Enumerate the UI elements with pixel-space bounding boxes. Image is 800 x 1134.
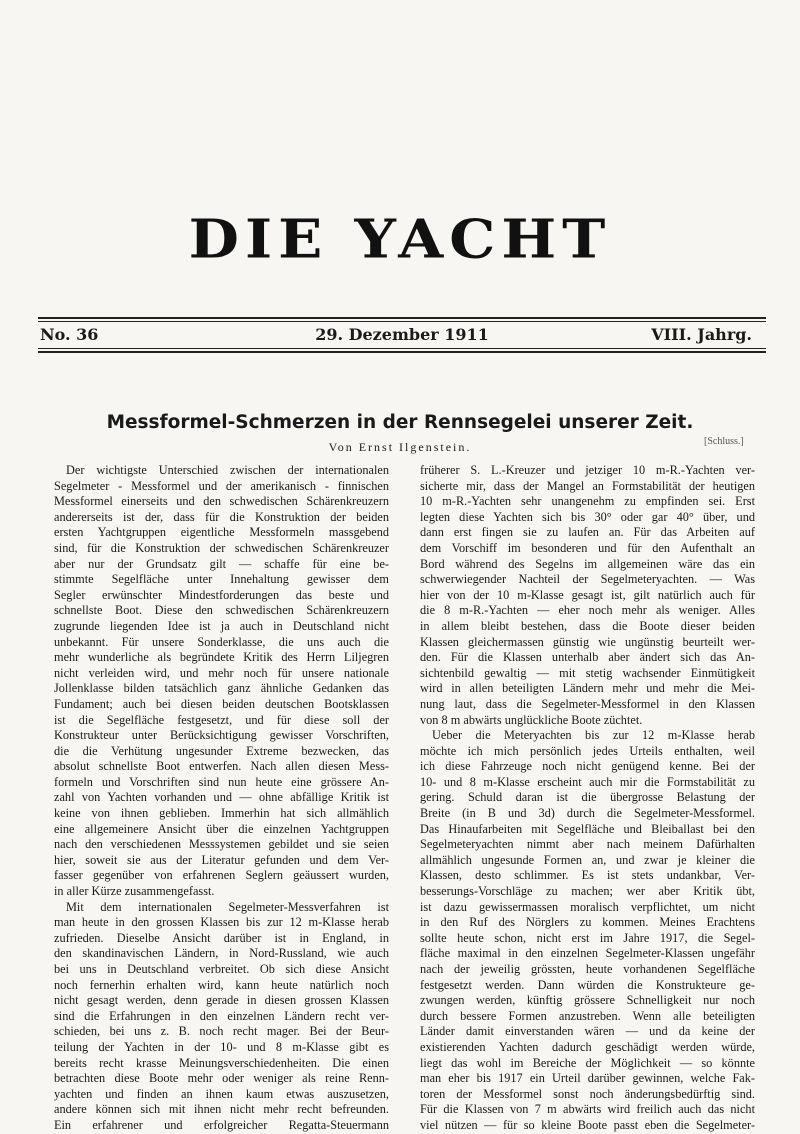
issue-info-bar xyxy=(40,323,764,347)
text-line: dem Vorschiff im besonderen und für den Aufenthalt an xyxy=(420,540,755,555)
text-line: Bord während des Segelns im allgemeinen wäre das ein xyxy=(420,556,755,571)
text-line: gering. Schuld daran ist die übergrosse Belastung der xyxy=(420,790,755,805)
text-line: schwerwiegender Nachteil der Segelmeteryachten. — Was xyxy=(420,572,755,587)
text-line: toren der Messformel sonst noch änderungsbedürftig sind. xyxy=(420,1086,755,1101)
text-line: betrachten diese Boote mehr oder weniger als reine Renn- xyxy=(54,1071,389,1086)
masthead-rule-bottom xyxy=(38,351,766,353)
text-line: Segelmeteryachten nimmt aber nach meinem Dafürhalten xyxy=(420,837,755,852)
text-line: nach der jeweilig grössten, heute vorhandenen Segelfläche xyxy=(420,962,755,976)
text-line: ich diese Fahrzeuge noch nicht genügend kenne. Bei der xyxy=(420,759,755,774)
text-line: in aller Kürze zusammengefasst. xyxy=(54,884,215,899)
text-line: eine allgemeinere Ansicht über die einzelnen Yachtgruppen xyxy=(54,821,389,836)
masthead-rule-top-thin xyxy=(38,321,766,322)
text-line: andererseits ist der, dass für die Konstruktion der beiden xyxy=(54,509,389,524)
issue-volume: VIII. Jahrg. xyxy=(651,325,752,344)
text-line: Klassen gleichermassen günstig wie ungünstig beurteilt wer- xyxy=(420,634,755,649)
masthead-title: DIE YACHT xyxy=(188,207,612,271)
text-line: Mit dem internationalen Segelmeter-Messverfahren ist xyxy=(66,899,389,914)
text-line: viel nützen — für so kleine Boote passt eben die Segelmeter- xyxy=(420,1117,755,1132)
text-line: absolut schnellste Boot entwerfen. Nach allen diesen Mess- xyxy=(54,759,389,774)
text-line: yachten und finden an ihnen kaum etwas auszusetzen, xyxy=(54,1086,389,1101)
text-line: Ein erfahrener und erfolgreicher Regatta-Steuermann xyxy=(54,1117,389,1132)
text-line: Jollenklasse bilden tatsächlich ganz ähnliche Gedanken das xyxy=(54,681,389,696)
text-line: nung laut, dass die Segelmeter-Messformel in den Klassen xyxy=(420,696,755,711)
text-line: teilung der Yachten in der 10- und 8 m-Klasse gibt es xyxy=(54,1039,389,1054)
text-line: Breite (in B und 3d) durch die Segelmeter-Messformel. xyxy=(420,806,755,821)
text-line: festgesetzt werden. Dann würden die Konstrukteure ge- xyxy=(420,977,755,992)
text-line: bereits recht krasse Meinungsverschiedenheiten. Die einen xyxy=(54,1055,389,1070)
text-line: nicht gesagt werden, denn gerade in diesen grossen Klassen xyxy=(54,993,389,1008)
text-line: den skandinavischen Ländern, in Nord-Russland, wie auch xyxy=(54,946,389,961)
article-column-left xyxy=(54,463,389,1134)
text-line: Fundament; auch bei diesen beiden deutschen Bootsklassen xyxy=(54,696,389,711)
text-line: Klassen, desto schlimmer. Es ist stets undankbar, Ver- xyxy=(420,868,755,883)
text-line: wird in allen beteiligten Ländern mehr und mehr die Mei- xyxy=(420,681,755,696)
text-line: stimmte Segelfläche unter Innehaltung gewisser dem xyxy=(54,572,389,587)
text-line: sind, für die Konstruktion der schwedischen Schärenkreuzer xyxy=(54,540,389,555)
text-line: ist die Segelfläche festgesetzt, und für diese soll der xyxy=(54,712,389,727)
text-line: Messformel einerseits und den schwedischen Schärenkreuzern xyxy=(54,494,389,509)
text-line: formeln und Vorschriften sind nun heute eine grössere An- xyxy=(54,774,389,789)
text-line: Länder damit einverstanden wären — und da keine der xyxy=(420,1024,755,1039)
text-line: allmählich ungesunde Formen an, und zwar je kleiner die xyxy=(420,852,755,867)
text-line: ersten Yachtgruppen eigentliche Messformeln massgebend xyxy=(54,525,389,540)
text-line: 10 m-R.-Yachten sehr unangenehm zu empfinden sei. Erst xyxy=(420,494,755,509)
text-line: Der wichtigste Unterschied zwischen der internationalen xyxy=(66,463,389,477)
text-line: zahl von Yachten vorhanden und — ohne abfällige Kritik ist xyxy=(54,790,389,805)
text-line: Für die Klassen von 7 m abwärts wird freilich auch das nicht xyxy=(420,1102,755,1117)
text-line: den. Für die Klassen unterhalb aber ändert sich das An- xyxy=(420,650,755,665)
text-line: liegt das wohl im Bereiche der Möglichkeit — so könnte xyxy=(420,1055,755,1070)
text-line: Das Hinaufarbeiten mit Segelfläche und Bleiballast bei den xyxy=(420,821,755,836)
text-line: legten diese Yachten sich bis 30° oder gar 40° über, und xyxy=(420,509,755,524)
issue-number: No. 36 xyxy=(40,325,99,344)
text-line: besserungs-Vorschläge zu machen; wer aber Kritik übt, xyxy=(420,884,755,899)
text-line: nach den verschiedenen Messsystemen gebildet und sie seien xyxy=(54,837,389,852)
text-line: in den Ruf des Nörglers zu kommen. Meines Erachtens xyxy=(420,915,755,930)
issue-date: 29. Dezember 1911 xyxy=(315,325,489,344)
article-column-right xyxy=(420,463,755,1134)
text-line: andere können sich mit ihnen nicht mehr recht befreunden. xyxy=(54,1102,389,1117)
text-line: keine von ihnen geblieben. Immerhin hat sich allmählich xyxy=(54,806,389,821)
text-line: zugrunde liegenden Idee ist ja auch in Deutschland nicht xyxy=(54,618,389,633)
text-line: schieden, bei uns z. B. noch recht mager. Bei der Beur- xyxy=(54,1024,389,1039)
text-line: die 8 m-R.-Yachten — eher noch mehr als weniger. Alles xyxy=(420,603,755,618)
text-line: die die Verhütung ungesunder Extreme bezwecken, das xyxy=(54,743,389,758)
text-line: man heute in den grossen Klassen bis zur 12 m-Klasse herab xyxy=(54,915,389,930)
text-line: sind die Erfahrungen in den einzelnen Ländern recht ver- xyxy=(54,1008,389,1023)
text-line: zufrieden. Dieselbe Ansicht darüber ist in England, in xyxy=(54,930,389,945)
text-line: ist dazu gewissermassen moralisch verpflichtet, um nicht xyxy=(420,899,755,914)
text-line: Ueber die Meteryachten bis zur 12 m-Klasse herab xyxy=(432,728,755,743)
text-line: bei uns in Deutschland verbreitet. Ob sich diese Ansicht xyxy=(54,962,389,976)
text-line: nicht verleiden wird, und mehr noch für unsere nationale xyxy=(54,665,389,680)
text-line: sicherte mir, dass der Mangel an Formstabilität der heutigen xyxy=(420,478,755,493)
text-line: in allem bleibt bestehen, dass die Boote dieser beiden xyxy=(420,618,755,633)
text-line: durch bessere Formen anzustreben. Wenn alle beteiligten xyxy=(420,1008,755,1023)
text-line: dann erst fingen sie zu laufen an. Für das Arbeiten auf xyxy=(420,525,755,540)
article-byline: Von Ernst Ilgenstein. xyxy=(328,440,472,454)
text-line: hier, soweit sie aus der Literatur gefunden und dem Ver- xyxy=(54,852,389,867)
text-line: Konstrukteur unter Berücksichtigung gewisser Vorschriften, xyxy=(54,728,389,743)
masthead-rule-bottom-thin xyxy=(38,348,766,349)
text-line: schnellste Boot. Diese den schwedischen Schärenkreuzern xyxy=(54,603,389,618)
text-line: sichtenbild gewaltig — mit stetig wachsender Einmütigkeit xyxy=(420,665,755,680)
text-line: mehr wunderliche als begründete Kritik des Herrn Liljegren xyxy=(54,650,389,665)
text-line: unbekannt. Für unsere Sonderklasse, die uns auch die xyxy=(54,634,389,649)
article-title: Messformel-Schmerzen in der Rennsegelei unserer Zeit. xyxy=(106,412,694,433)
text-line: Segler erwünschter Mindestforderungen das beste und xyxy=(54,587,389,602)
text-line: früherer S. L.-Kreuzer und jetziger 10 m-R.-Yachten ver- xyxy=(420,463,755,477)
text-line: Segelmeter - Messformel und der amerikanisch - finnischen xyxy=(54,478,389,493)
text-line: noch fernerhin erhalten wird, kann heute natürlich noch xyxy=(54,977,389,992)
text-line: zwungen werden, künftig grössere Schnelligkeit nur noch xyxy=(420,993,755,1008)
text-line: fläche maximal in den einzelnen Segelmeter-Klassen ungefähr xyxy=(420,946,755,961)
text-line: man eher bis 1917 ein Urteil darüber gewinnen, welche Fak- xyxy=(420,1071,755,1086)
masthead-rule-top xyxy=(38,317,766,319)
text-line: von 8 m abwärts unglückliche Boote züchtet. xyxy=(420,712,643,727)
text-line: hier von der 10 m-Klasse gesagt ist, gilt natürlich auch für xyxy=(420,587,755,602)
text-line: aber nur der Grundsatz gilt — schaffe für eine be- xyxy=(54,556,389,571)
text-line: möchte ich mich persönlich jedes Urteils enthalten, weil xyxy=(420,743,755,758)
continued-note: [Schluss.] xyxy=(704,436,744,447)
text-line: sollte heute schon, nicht erst im Jahre 1917, die Segel- xyxy=(420,930,755,945)
text-line: existierenden Yachten dadurch geschädigt werden würde, xyxy=(420,1039,755,1054)
text-line: fasser gegenüber von erfahrenen Seglern geäussert wurden, xyxy=(54,868,389,883)
text-line: 10- und 8 m-Klasse erscheint auch mir die Formstabilität zu xyxy=(420,774,755,789)
